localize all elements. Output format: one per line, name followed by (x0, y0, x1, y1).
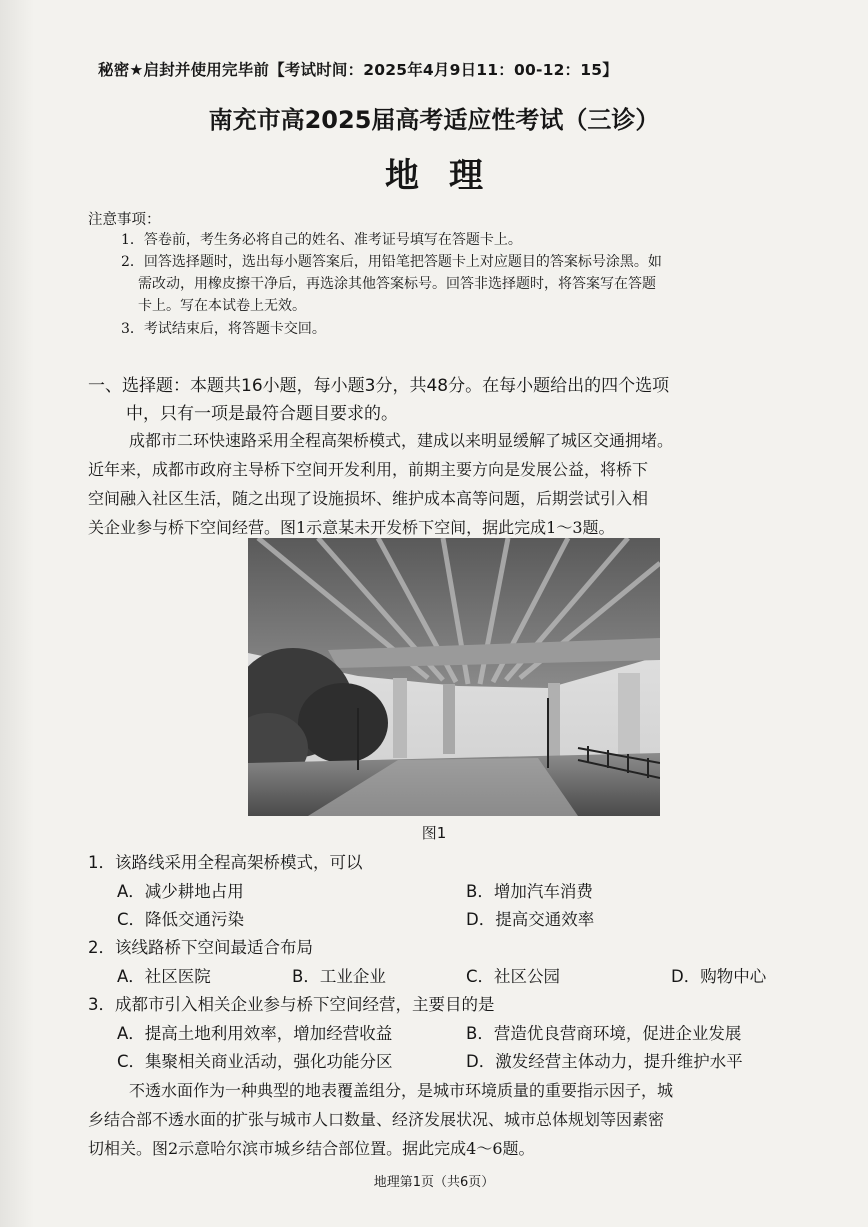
subject-title: 地理 (385, 156, 513, 196)
note-line: 卡上。写在本试卷上无效。 (138, 298, 306, 314)
question-stem: 1．该路线采用全程高架桥模式，可以 (88, 853, 363, 872)
question-option: A．减少耕地占用 (117, 882, 244, 901)
question-option: B．营造优良营商环境，促进企业发展 (466, 1024, 742, 1043)
passage-line: 切相关。图2示意哈尔滨市城乡结合部位置。据此完成4～6题。 (88, 1139, 535, 1158)
passage-line: 空间融入社区生活，随之出现了设施损坏、维护成本高等问题，后期尝试引入相 (88, 489, 649, 508)
section-heading: 一、选择题：本题共16小题，每小题3分，共48分。在每小题给出的四个选项 (88, 376, 670, 396)
passage-line: 近年来，成都市政府主导桥下空间开发利用，前期主要方向是发展公益，将桥下 (88, 460, 649, 479)
note-line: 2．回答选择题时，选出每小题答案后，用铅笔把答题卡上对应题目的答案标号涂黑。如 (121, 254, 662, 270)
question-stem: 2．该线路桥下空间最适合布局 (88, 938, 313, 957)
page-footer: 地理第1页（共6页） (373, 1175, 495, 1190)
question-option: C．降低交通污染 (117, 910, 245, 929)
note-line: 3．考试结束后，将答题卡交回。 (121, 321, 326, 337)
question-option: B．工业企业 (292, 967, 386, 986)
passage-line: 乡结合部不透水面的扩张与城市人口数量、经济发展状况、城市总体规划等因素密 (88, 1110, 665, 1129)
secret-line: 秘密★启封并使用完毕前【考试时间：2025年4月9日11：00-12：15】 (98, 61, 618, 79)
question-option: A．社区医院 (117, 967, 211, 986)
figure1-caption: 图1 (421, 824, 447, 842)
question-option: C．集聚相关商业活动，强化功能分区 (117, 1052, 393, 1071)
notes-heading: 注意事项： (88, 212, 161, 228)
question-stem: 3．成都市引入相关企业参与桥下空间经营，主要目的是 (88, 995, 495, 1014)
question-option: B．增加汽车消费 (466, 882, 593, 901)
passage-line: 成都市二环快速路采用全程高架桥模式，建成以来明显缓解了城区交通拥堵。 (129, 431, 674, 450)
exam-title: 南充市高2025届高考适应性考试（三诊） (208, 106, 660, 134)
passage-line: 不透水面作为一种典型的地表覆盖组分，是城市环境质量的重要指示因子，城 (129, 1081, 674, 1100)
question-option: D．激发经营主体动力，提升维护水平 (466, 1052, 743, 1071)
question-option: D．购物中心 (671, 967, 767, 986)
question-option: C．社区公园 (466, 967, 561, 986)
question-option: D．提高交通效率 (466, 910, 595, 929)
figure1-photo (248, 538, 660, 816)
passage-line: 关企业参与桥下空间经营。图1示意某未开发桥下空间，据此完成1～3题。 (88, 518, 615, 537)
note-line: 1．答卷前，考生务必将自己的姓名、准考证号填写在答题卡上。 (121, 232, 522, 248)
question-option: A．提高土地利用效率，增加经营收益 (117, 1024, 393, 1043)
note-line: 需改动，用橡皮擦干净后，再选涂其他答案标号。回答非选择题时，将答案写在答题 (138, 276, 656, 292)
section-heading-cont: 中，只有一项是最符合题目要求的。 (126, 404, 398, 424)
